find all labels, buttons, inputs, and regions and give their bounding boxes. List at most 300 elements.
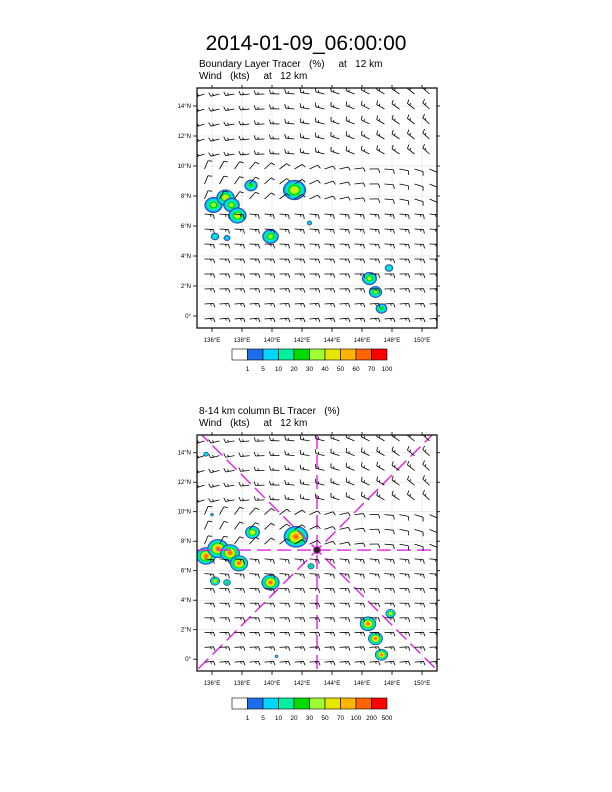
wind-barb-staff — [392, 104, 399, 109]
wind-barb — [205, 176, 213, 184]
wind-barb-feather — [363, 560, 364, 564]
wind-barb — [355, 559, 365, 564]
wind-barb-feather — [318, 603, 319, 607]
wind-barb — [370, 199, 380, 203]
wind-barb-half-feather — [410, 465, 411, 467]
wind-barb-staff — [265, 523, 272, 529]
wind-barb-staff — [280, 318, 289, 319]
wind-barb — [377, 145, 385, 154]
wind-barb-half-feather — [435, 574, 436, 576]
wind-barb — [370, 574, 380, 579]
wind-barb-feather — [303, 303, 304, 307]
wind-barb-staff — [286, 123, 295, 124]
wind-barb — [385, 544, 395, 549]
wind-barb — [235, 574, 245, 579]
wind-barb-staff — [377, 495, 385, 500]
wind-barb-half-feather — [315, 229, 316, 231]
wind-barb — [265, 559, 275, 564]
wind-barb-staff — [407, 148, 414, 154]
wind-barb-staff — [407, 465, 414, 471]
wind-barb — [285, 480, 295, 485]
wind-barb-feather — [255, 523, 259, 525]
wind-barb-feather — [288, 215, 289, 219]
wind-barb-feather — [209, 153, 211, 157]
wind-barb-feather — [194, 470, 196, 473]
wind-barb — [392, 100, 399, 109]
wind-barb-feather — [438, 318, 440, 322]
wind-barb — [400, 515, 409, 521]
wind-barb — [355, 632, 365, 636]
wind-barb-staff — [407, 494, 414, 500]
wind-barb-feather — [303, 647, 304, 651]
wind-barb — [407, 431, 414, 440]
x-tick-label: 146°E — [353, 338, 371, 344]
wind-barb-feather — [318, 526, 321, 529]
wind-barb-feather — [269, 120, 270, 124]
wind-barb — [377, 100, 385, 109]
wind-barb — [340, 167, 351, 171]
wind-barb — [205, 618, 215, 622]
wind-barb-feather — [378, 259, 379, 263]
wind-barb-feather — [254, 150, 255, 154]
wind-barb — [295, 647, 305, 651]
wind-barb-feather — [255, 192, 259, 194]
wind-barb-feather — [423, 114, 425, 118]
y-tick-label: 4°N — [180, 598, 191, 605]
wind-barb-feather — [438, 560, 439, 564]
wind-barb — [400, 184, 409, 190]
wind-barb-staff — [392, 480, 399, 485]
wind-barb-feather — [348, 215, 349, 219]
wind-barb — [340, 318, 351, 322]
wind-barb — [205, 603, 215, 607]
wind-barb-half-feather — [395, 480, 396, 482]
wind-barb-staff — [340, 197, 349, 199]
wind-barb-feather — [348, 318, 350, 322]
wind-barb — [400, 588, 410, 592]
wind-barb — [220, 618, 230, 622]
wind-barb — [370, 318, 381, 322]
wind-barb-feather — [377, 100, 378, 104]
wind-barb-feather — [408, 318, 410, 322]
wind-barb-feather — [378, 618, 379, 622]
wind-barb-feather — [408, 589, 409, 593]
wind-barb-feather — [243, 618, 244, 622]
colorbar-label: 5 — [261, 715, 265, 722]
tracer-contour — [374, 290, 378, 293]
colorbar-label: 1 — [245, 366, 250, 373]
wind-barb — [295, 244, 305, 248]
wind-barb-feather — [348, 632, 349, 636]
wind-barb-feather — [407, 130, 409, 134]
wind-barb-staff — [280, 303, 289, 304]
wind-barb-feather — [258, 589, 259, 593]
colorbar-label: 200 — [366, 715, 377, 722]
wind-barb — [325, 661, 336, 665]
wind-barb — [310, 661, 321, 665]
wind-barb — [224, 453, 235, 457]
wind-barb-feather — [224, 536, 228, 537]
wind-barb-half-feather — [375, 574, 376, 576]
wind-barb-staff — [340, 542, 349, 544]
wind-barb — [250, 244, 260, 248]
wind-barb-feather — [273, 289, 274, 293]
x-tick-label: 138°E — [233, 338, 251, 344]
wind-barb — [325, 318, 336, 322]
wind-barb-staff — [370, 647, 379, 648]
wind-barb-staff — [325, 181, 334, 184]
wind-barb-half-feather — [228, 469, 229, 471]
colorbar-swatch — [263, 698, 279, 709]
wind-barb-feather — [288, 274, 289, 278]
wind-barb — [355, 214, 365, 219]
wind-barb-staff — [250, 661, 259, 662]
wind-barb-half-feather — [197, 154, 198, 156]
wind-barb — [361, 131, 369, 139]
wind-barb — [340, 559, 350, 564]
wind-barb — [250, 229, 260, 234]
wind-barb-feather — [273, 215, 274, 219]
wind-barb — [340, 197, 351, 201]
wind-barb-feather — [318, 303, 319, 307]
wind-barb-feather — [423, 431, 425, 435]
colorbar-label: 50 — [321, 715, 329, 722]
wind-barb-feather — [269, 90, 270, 94]
wind-barb-feather — [228, 289, 229, 293]
wind-barb — [346, 448, 354, 456]
wind-barb-half-feather — [212, 455, 213, 457]
wind-barb-feather — [363, 198, 365, 202]
wind-barb — [205, 318, 216, 322]
x-tick-label: 142°E — [293, 681, 311, 687]
wind-barb-staff — [280, 661, 289, 662]
wind-barb-staff — [250, 318, 259, 319]
wind-barb-staff — [346, 438, 354, 441]
wind-barb-feather — [348, 647, 349, 651]
wind-barb — [407, 115, 414, 124]
wind-barb — [235, 522, 244, 529]
wind-barb-staff — [310, 180, 318, 184]
wind-barb-feather — [287, 524, 290, 526]
wind-barb-feather — [407, 115, 409, 119]
wind-barb-feather — [408, 661, 410, 665]
wind-barb — [316, 148, 325, 154]
wind-barb-half-feather — [270, 229, 271, 231]
wind-barb — [300, 465, 309, 471]
wind-barb-feather — [423, 244, 424, 248]
wind-barb-feather — [255, 162, 259, 164]
wind-barb — [220, 588, 230, 592]
wind-barb — [310, 244, 320, 248]
wind-barb-half-feather — [395, 103, 396, 105]
wind-barb-staff — [250, 647, 259, 648]
wind-barb — [340, 289, 350, 293]
wind-barb-feather — [285, 119, 286, 123]
wind-barb-feather — [348, 167, 350, 171]
wind-barb-staff — [370, 559, 379, 560]
wind-barb — [220, 507, 228, 515]
wind-barb — [310, 618, 320, 622]
wind-barb-feather — [378, 574, 379, 578]
wind-barb-feather — [423, 303, 424, 307]
wind-barb-feather — [438, 244, 439, 248]
wind-barb — [392, 145, 399, 154]
wind-barb — [250, 647, 260, 651]
wind-barb-feather — [209, 93, 211, 97]
wind-barb-half-feather — [360, 574, 361, 576]
wind-barb-staff — [310, 214, 319, 215]
wind-barb — [220, 214, 230, 219]
wind-barb-feather — [288, 632, 289, 636]
wind-barb-feather — [333, 647, 334, 651]
wind-barb-half-feather — [212, 108, 213, 110]
wind-barb-staff — [325, 526, 334, 529]
wind-barb — [325, 274, 335, 278]
wind-barb-feather — [333, 589, 334, 593]
wind-barb-feather — [363, 528, 365, 532]
wind-barb-feather — [213, 632, 214, 636]
wind-barb-staff — [423, 118, 430, 124]
wind-barb-feather — [423, 318, 425, 322]
wind-barb-half-feather — [395, 148, 396, 150]
wind-barb-feather — [333, 574, 334, 578]
wind-barb — [385, 559, 395, 564]
colorbar-swatch — [325, 349, 341, 360]
wind-barb-feather — [239, 497, 241, 501]
wind-barb-feather — [258, 215, 259, 219]
wind-barb — [205, 244, 215, 248]
wind-barb-feather — [213, 647, 214, 651]
wind-barb — [423, 144, 430, 154]
colorbar-label: 100 — [381, 366, 393, 373]
colorbar-swatch — [310, 698, 326, 709]
wind-barb — [310, 259, 320, 263]
wind-barb-feather — [318, 560, 319, 564]
wind-barb — [377, 491, 385, 500]
wind-barb-feather — [303, 574, 304, 578]
wind-barb — [224, 152, 235, 156]
wind-barb-feather — [258, 603, 259, 607]
wind-barb-half-feather — [228, 455, 229, 457]
wind-barb — [370, 169, 380, 173]
wind-barb-feather — [239, 151, 241, 155]
wind-barb-staff — [340, 229, 349, 230]
wind-barb-feather — [194, 153, 196, 156]
wind-barb-feather — [239, 136, 241, 140]
wind-barb — [325, 214, 335, 219]
wind-barb-feather — [348, 527, 350, 531]
wind-barb — [205, 632, 215, 636]
tracer-contour — [268, 234, 273, 238]
wind-barb-half-feather — [425, 464, 426, 466]
wind-barb-feather — [269, 481, 270, 485]
wind-barb-feather — [438, 303, 439, 307]
wind-barb-staff — [377, 90, 385, 95]
colorbar-label: 30 — [305, 366, 314, 373]
y-tick-label: 8°N — [180, 194, 191, 200]
wind-barb-staff — [392, 134, 399, 139]
wind-barb-staff — [400, 574, 409, 575]
wind-barb — [235, 177, 244, 184]
wind-barb-half-feather — [225, 229, 226, 231]
wind-barb — [355, 647, 365, 651]
tracer-contour — [204, 554, 208, 557]
wind-barb — [430, 632, 440, 636]
wind-barb — [280, 244, 290, 248]
wind-barb-staff — [286, 440, 295, 441]
wind-barb-staff — [220, 303, 229, 304]
wind-barb — [235, 588, 245, 592]
wind-barb-feather — [228, 632, 229, 636]
wind-barb-feather — [333, 181, 335, 184]
wind-barb-half-feather — [285, 229, 286, 231]
wind-barb-half-feather — [197, 500, 198, 502]
wind-barb-staff — [316, 137, 325, 139]
wind-barb-feather — [303, 259, 304, 263]
wind-barb-feather — [228, 574, 229, 578]
wind-barb-staff — [205, 521, 209, 529]
wind-barb-feather — [393, 170, 394, 174]
wind-barb — [370, 559, 380, 564]
wind-barb-feather — [285, 149, 286, 153]
wind-barb-feather — [288, 589, 289, 593]
wind-barb-feather — [273, 618, 274, 622]
wind-barb-feather — [243, 574, 244, 578]
wind-barb-feather — [224, 122, 226, 126]
wind-barb-feather — [213, 318, 215, 322]
wind-barb-feather — [213, 589, 214, 593]
colorbar-label: 500 — [381, 715, 393, 722]
wind-barb-feather — [378, 169, 379, 173]
wind-barb-feather — [269, 135, 270, 139]
wind-barb-feather — [271, 193, 275, 195]
wind-barb — [385, 199, 395, 204]
wind-barb-feather — [318, 289, 319, 293]
wind-barb-feather — [209, 498, 211, 502]
wind-barb — [295, 229, 305, 234]
wind-barb — [361, 116, 369, 124]
wind-barb-feather — [318, 661, 320, 665]
colorbar-swatch — [341, 349, 357, 360]
wind-barb — [209, 93, 220, 97]
wind-barb-feather — [377, 477, 378, 481]
wind-barb — [250, 274, 260, 278]
wind-barb-feather — [378, 215, 379, 219]
wind-barb-feather — [408, 274, 409, 278]
wind-barb-feather — [378, 661, 380, 665]
wind-barb — [325, 512, 336, 515]
wind-barb — [269, 496, 279, 500]
wind-barb-feather — [318, 618, 319, 622]
wind-barb — [235, 318, 246, 322]
wind-barb-feather — [273, 274, 274, 278]
wind-barb — [415, 303, 425, 307]
wind-barb — [235, 661, 246, 665]
tracer-contour — [294, 535, 299, 539]
wind-barb — [280, 588, 290, 592]
wind-barb-feather — [302, 525, 305, 528]
wind-barb — [205, 521, 213, 529]
x-tick-label: 148°E — [383, 681, 401, 687]
wind-barb-feather — [258, 259, 259, 263]
wind-barb-feather — [269, 496, 270, 500]
wind-barb-feather — [348, 303, 349, 307]
panel-content — [57, 290, 577, 792]
wind-barb-staff — [250, 192, 256, 199]
wind-barb-half-feather — [228, 93, 229, 95]
wind-barb — [392, 476, 399, 485]
wind-barb-feather — [363, 289, 364, 293]
wind-barb — [250, 508, 260, 515]
wind-barb-feather — [258, 318, 260, 322]
bottom-panel-subtitle: Wind (kts) at 12 km — [199, 418, 308, 429]
wind-barb — [370, 229, 380, 234]
wind-barb-staff — [250, 214, 259, 215]
wind-barb — [269, 90, 279, 94]
wind-barb — [224, 92, 235, 96]
wind-barb-staff — [377, 150, 385, 155]
wind-barb-feather — [318, 180, 321, 183]
wind-barb-half-feather — [345, 574, 346, 576]
wind-barb-feather — [407, 446, 409, 450]
wind-barb — [310, 603, 320, 607]
wind-barb-feather — [303, 215, 304, 219]
wind-barb — [310, 588, 320, 592]
wind-barb — [430, 274, 440, 278]
wind-barb — [235, 303, 245, 307]
wind-barb-feather — [194, 93, 196, 96]
wind-barb-half-feather — [330, 229, 331, 231]
wind-barb-feather — [273, 318, 275, 322]
wind-barb-half-feather — [225, 574, 226, 576]
wind-barb — [325, 181, 336, 184]
wind-barb — [340, 647, 350, 651]
wind-barb — [205, 214, 215, 219]
wind-barb-feather — [333, 661, 335, 665]
wind-barb-staff — [235, 192, 240, 199]
tracer-contour — [214, 580, 216, 582]
wind-barb — [385, 603, 395, 607]
wind-barb — [385, 529, 395, 534]
wind-barb-feather — [273, 303, 274, 307]
colorbar-swatch — [356, 349, 372, 360]
wind-barb-staff — [286, 153, 295, 154]
wind-barb-feather — [333, 289, 334, 293]
wind-barb-feather — [269, 105, 270, 109]
wind-barb-feather — [378, 603, 379, 607]
wind-barb-feather — [302, 510, 305, 513]
wind-barb — [205, 303, 215, 307]
wind-barb — [370, 514, 380, 518]
wind-barb-feather — [423, 289, 424, 293]
wind-barb-staff — [361, 452, 369, 456]
wind-barb-feather — [273, 647, 274, 651]
wind-barb-feather — [303, 632, 304, 636]
wind-barb-feather — [243, 244, 244, 248]
wind-barb — [295, 164, 306, 169]
wind-barb-feather — [333, 632, 334, 636]
wind-barb — [250, 162, 260, 169]
wind-barb-feather — [224, 522, 228, 523]
y-tick-label: 12°N — [177, 134, 191, 140]
wind-barb-half-feather — [210, 574, 211, 576]
wind-barb-staff — [205, 506, 209, 514]
wind-barb-feather — [228, 303, 229, 307]
wind-barb-staff — [361, 437, 369, 441]
wind-barb — [239, 482, 250, 486]
wind-barb-half-feather — [212, 470, 213, 472]
wind-barb — [280, 647, 290, 651]
